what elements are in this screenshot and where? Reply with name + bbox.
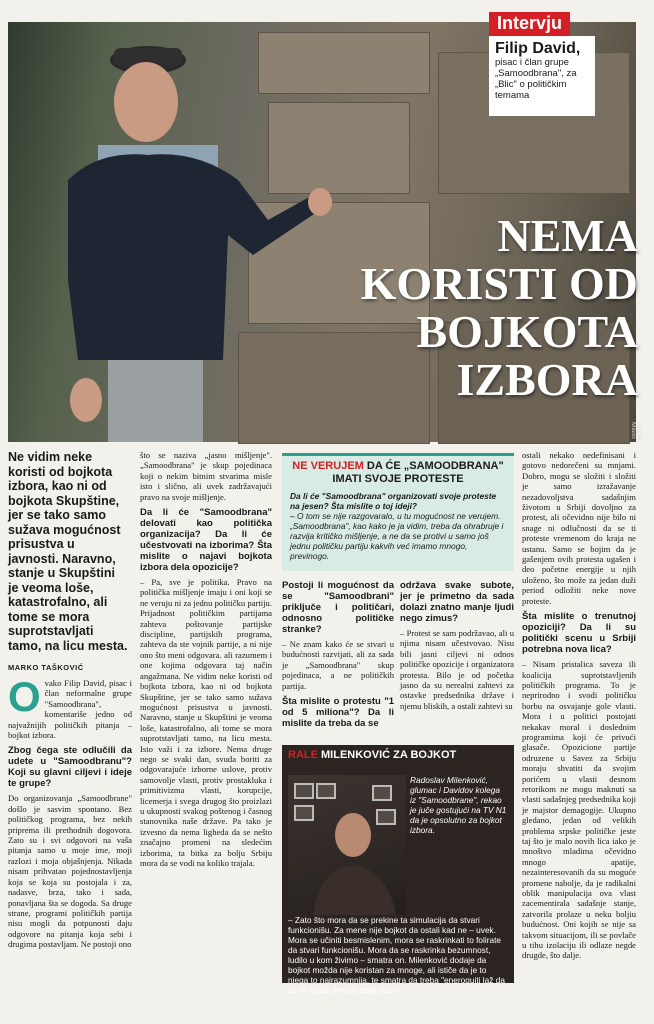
answer: Do organizovanja „Samoodbrane" došlo je sasvim spontano. Bez političkog programa, bez nekih priprema ili prethodnih dogovora. Zato su i svi odgovori na vaša pitanja samo u moje ime, moji razlozi i moja objašnjenja. Nikada nisam prihvatao pojednostavljenja koja se koja su postojala i za, nadasve, brza, tako i sada, ponavljana šta se dogoda. Sa druge strane, programi političkih partija nisu mogli da potpunosti daju odgovore na pitanja koja sebi i drugima postavljam. Ne postoji ono	[8, 793, 132, 950]
answer: – Protest se sam podržavao, ali u njima nisam učestvovao. Nisu bili jasni ciljevi ni odnos političke opozicije i organizatora protesta. Bilo je od početka jasno da su nerealni zahtevi za ostavke predsednika države i njemu bliskih, a ostali zahtevi su	[400, 628, 514, 711]
question: Zbog čega ste odlučili da udete u "Samoodbranu"? Koji su glavni ciljevi i ideje te grupe?	[8, 745, 132, 790]
article-headline	[288, 212, 638, 404]
question: Postoji li mogućnost da se "Samoodbrani" priključe i političari, odnosno političke stranke?	[282, 580, 394, 635]
byline-name: Filip David,	[495, 40, 581, 57]
sidebar-title-highlight: RALE	[288, 749, 318, 761]
callout-title-text: DA ĆE „SAMOODBRANA" IMATI SVOJE PROTESTE	[332, 460, 504, 485]
question: Šta mislite o protestu "1 od 5 miliona"? Da li mislite da treba da se	[282, 696, 394, 730]
byline-description: pisac i član grupe „Samoodbrana", za „Blic" o političkim temama	[495, 57, 577, 101]
question: Da li će "Samoodbrana" delovati kao politička organizacija? Da li će učestvovati na izborima? Šta mislite o najavi bojkota izbora dela opozicije?	[140, 507, 272, 574]
sidebar-title-text: MILENKOVIĆ ZA BOJKOT	[321, 749, 457, 761]
sidebar-intro: Radoslav Milenković, glumac i Davidov kolega iz "Samoodbrane", rekao je juče gostujući na TV N1 da je opsolutno za bojkot izbora.	[410, 775, 507, 835]
answer: – Nisam pristalica saveza ili koalicija suprotstavljenih političkih programa. To je neprirodno i svodi političku borbu na osvajanje golе vlasti. Mora i u politici postojati nekakav moral i doslednim programima koji će privući glasače. Opozicione partije odruzene u Savez za Srbiju moraju shvatiti da svojim porićem u vlasti desnom retorikom ne mogu maknuti sa vlasti sadašnjeg predsednika koji je majstor demagogije. Ukupno gledano, jedan od velikih problema srpske političke jeste taj što je malo novih lica iako je mnoštvo mladima očevidno mnogo apatije, nezainteresovanih da su moguće promene nabolje, da je radikalni oblik manipulacija ova vlast zacementirala sadašnje stanje, zatvorila prolaze u neku boljiu budućnost. Oni kojih se nije sa takvom situacijom, ili se povlače u tihu izolaciju ili odlaze negde drugde, što dalje.	[522, 659, 636, 961]
callout-title	[290, 460, 506, 486]
article-column-2	[140, 450, 272, 982]
wall-frame	[294, 783, 314, 799]
answer: – Pa, sve je politika. Pravo na politička mišljenje imaju i oni koji se ne veruju ni za jednu političku partiju. Prijadnost političkim partijama zahteva poštovanje partijske discipline, partijskih programa, zahteva da ste vojnik partije, a ni nije ono što meni odgovara. ali razumem i one kojima odgovara taj način angažmana. Ne vidim neke koristi od bojkota izbora, kao ni od bojkota Skupštine, jer se tako samo sužava mogućnost prisustva u javnosti. Naravno, stanje u Skupštini je veoma loše, katastrofalno, ali tome se mora suprotstavljati tamo, na licu mesta. Isto važi i za izbore. Nema druge nego se svaki dan, svuda boriti za odgovarajuće izborne uslove, protiv samovolje vlasti, protiv prostakluka i primitivizma vlasti, korupcije, licemerja i svega drugog što proizlazi u ukupnosti svakog poštenog i časnog stanovnika naše države. Pa tako je izvesno da nema ligheda da se nešto značajno promeni na sledećim izborima, ta bitka za bolju Srbiju mora da se vodi na koliko trajala.	[140, 577, 272, 868]
article-column-5	[522, 450, 636, 986]
answer: – Ne znam kako će se stvari u budućnosti razvijati, ali za sada je „Samoodbrana" skup pojedinaca, a ne političkih partija.	[282, 639, 394, 691]
article-column-1	[8, 673, 132, 978]
sidebar-photo	[288, 775, 406, 915]
sidebar-box	[282, 745, 514, 995]
section-badge: Intervju	[489, 12, 570, 36]
callout-box	[282, 453, 514, 571]
stone-block	[268, 102, 410, 194]
question: održava svake subote, jer je primetno da sada dolazi znatno manje ljudi nego zimus?	[400, 580, 514, 624]
intro-text: vako Filip David, pisac i član neformalne grupe "Samoodbrana", komentariše jedno od najvažnijih političkih pitanja – bojkot izbora.	[8, 678, 132, 741]
callout-title-highlight: NE VERUJEM	[292, 460, 364, 472]
author-name: MARKO TAŠKOVIĆ	[8, 663, 84, 672]
man-figure	[38, 30, 288, 442]
headline-line: BOJKOTA	[416, 306, 638, 357]
wall-frame	[316, 783, 336, 799]
callout-answer: – O tom se nije razgovaralo, u tu mogućnost ne verujem. „Samoodbrana", kao kako je ja vidim, treba da ohrabruje i razvija kritičko mišljenje, a ne da se protivi u samo još jednu političku partiju kakvih već imamo mnogo, previnogo.	[290, 511, 504, 561]
article-column-3	[282, 580, 394, 740]
lead-paragraph: Ne vidim neke koristi od bojkota izbora, kao ni od bojkota Skupštine, jer se tako samo sužava mogućnost prisustva u javnosti. Naravno, stanje u Skupštini je veoma loše, katastrofalno, ali tome se mora suprotstavljati tamo, na licu mesta.	[8, 450, 128, 653]
sidebar-body: – Zato što mora da se prekine ta simulacija da stvari funkcionišu. Za mene nije bojkot da ostali kad ne – uvek. Mora se učiniti besmislenim, mora se raskrinkati to folirate da stvari funkcionišu. Mora da se raskrinka bezumnost, ludilo u kom živimo – smatra on. Milenković dodaje da bojkot možda nije koristan za mnoge, ali ističe da je to njega to najrazumnija, te smatra da treba "eneroguiti laž da su se desili demokratski izbori".	[288, 915, 505, 995]
sidebar-title	[282, 745, 514, 765]
drop-cap: O	[8, 673, 41, 720]
answer: ostali nekako nedefinisani i gotovo nedorečeni su mnjami. Dobro, mogu se složiti i složiti je samo izražavanje nezadovoljstva sadašnjim životom u Srbiji dovoljno za protest, ali očevidno nije bilo ni snage ni odlučnosti da se ti proteste vremenom do kraja ne ustanu. Samo se bojim da je gašenjem ovih protesta ugašen i deo početne energije u njih uloženo, što može za jedan duži period odložiti neke nove proteste.	[522, 450, 636, 606]
question: Šta mislite o trenutnoj opoziciji? Da li su politički scenu u Srbiji potrebna nova lica?	[522, 611, 636, 656]
photo-credit: foto: M. Miletić	[630, 422, 642, 442]
wall-frame	[372, 785, 392, 801]
headline-line: NEMA	[497, 210, 638, 261]
article-column-4	[400, 580, 514, 740]
headline-line: KORISTI OD	[360, 258, 638, 309]
sidebar-portrait	[308, 805, 398, 915]
headline-line: IZBORA	[456, 354, 638, 405]
byline-box	[489, 36, 595, 116]
callout-question: Da li će "Samoodbrana" organizovati svoje proteste na jesen? Šta mislite o toj ideji?	[290, 491, 497, 511]
answer: što se naziva „jasno mišljenje". „Samoodbrana" je skup pojedinaca koji o nekim bitnim stvarima misle isto i slično, ali uvek zadržavajući pravo na svoje mišljenje.	[140, 450, 272, 502]
